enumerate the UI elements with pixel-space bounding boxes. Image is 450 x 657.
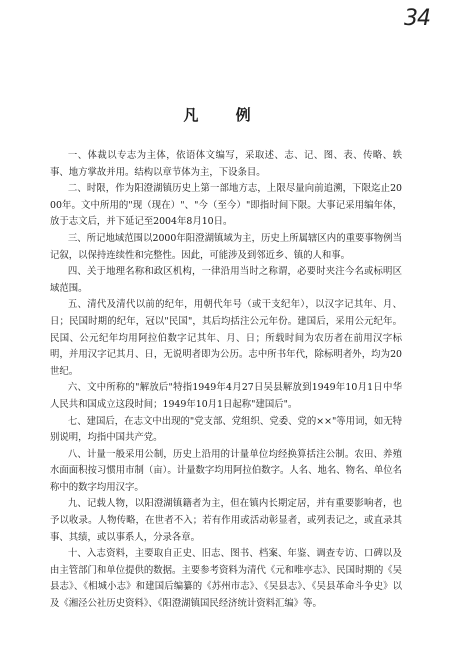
paragraph-sources: 十、入志资料，主要取自正史、旧志、图书、档案、年鉴、调查专访、口碑以及由主管部门和单位提供的数据。主要参考资料为清代《元和唯亭志》、民国时期的《吴县志》、《相城小志》和建国后编纂的《苏州市志》、《吴县志》、《吴县革命斗争史》以及《湘泾公社历史资料》、《阳澄湖镇国民经济统计资料汇编》等。 [50,548,402,610]
paragraph-liberation-terms: 六、文中所称的"解放后"特指1949年4月27日吴县解放到1949年10月1日中华人民共和国成立这段时间；1949年10月1日起称"建国后"。 [50,382,402,410]
paragraph-time-range: 二、时限，作为阳澄湖镇历史上第一部地方志，上限尽量向前追溯，下限迄止2000年。文中所用的"现（现在）"、"今（至今）"即指时间下限。大事记采用编年体，放于志文后，并下延记至2004年8月10日。 [50,183,402,228]
page-title: 凡 例 [183,106,267,124]
paragraph-party-terms: 七、建国后，在志文中出现的"党支部、党组织、党委、党的××"等用词，如无特别说明，均指中国共产党。 [50,415,402,444]
paragraph-measurement: 八、计量一般采用公制，历史上沿用的计量单位均经换算括注公制。农田、养殖水面面积按习惯用市制（亩）。计量数字均用阿拉伯数字。人名、地名、物名、单位名称中的数字均用汉字。 [50,448,402,493]
paragraph-biographies: 九、记载人物，以阳澄湖镇籍者为主，但在镇内长期定居，并有重要影响者，也予以收录。人物传略，在世者不入；若有作用或活动彰显者，或列表记之，或直录其事、其绩，或以事系人，分录各章。 [50,498,402,543]
paragraph-style-format: 一、体裁以专志为主体，依语体文编写，采取述、志、记、图、表、传略、轶事、地方掌故并用。结构以章节体为主，下设条目。 [50,150,402,178]
paragraph-dating: 五、清代及清代以前的纪年，用朝代年号（或干支纪年），以汉字记其年、月、日；民国时期的纪年，冠以"民国"，其后均括注公元年份。建国后，采用公元纪年。民国、公元纪年均用阿拉伯数字记其年、月、日；所载时间为农历者在前用汉字标明，并用汉字记其月、日，无说明者即为公历。志中所书年代，除标明者外，均为20世纪。 [50,299,402,377]
document-body [50,148,402,613]
page-number: 34 [404,6,430,31]
paragraph-place-names: 四、关于地理名称和政区机构，一律沿用当时之称谓，必要时夹注今名或标明区域范围。 [50,266,402,294]
paragraph-geographic-scope: 三、所记地域范围以2000年阳澄湖镇域为主，历史上所属辖区内的重要事物例当记叙，以保持连续性和完整性。因此，可能涉及到邻近乡、镇的人和事。 [50,232,402,261]
